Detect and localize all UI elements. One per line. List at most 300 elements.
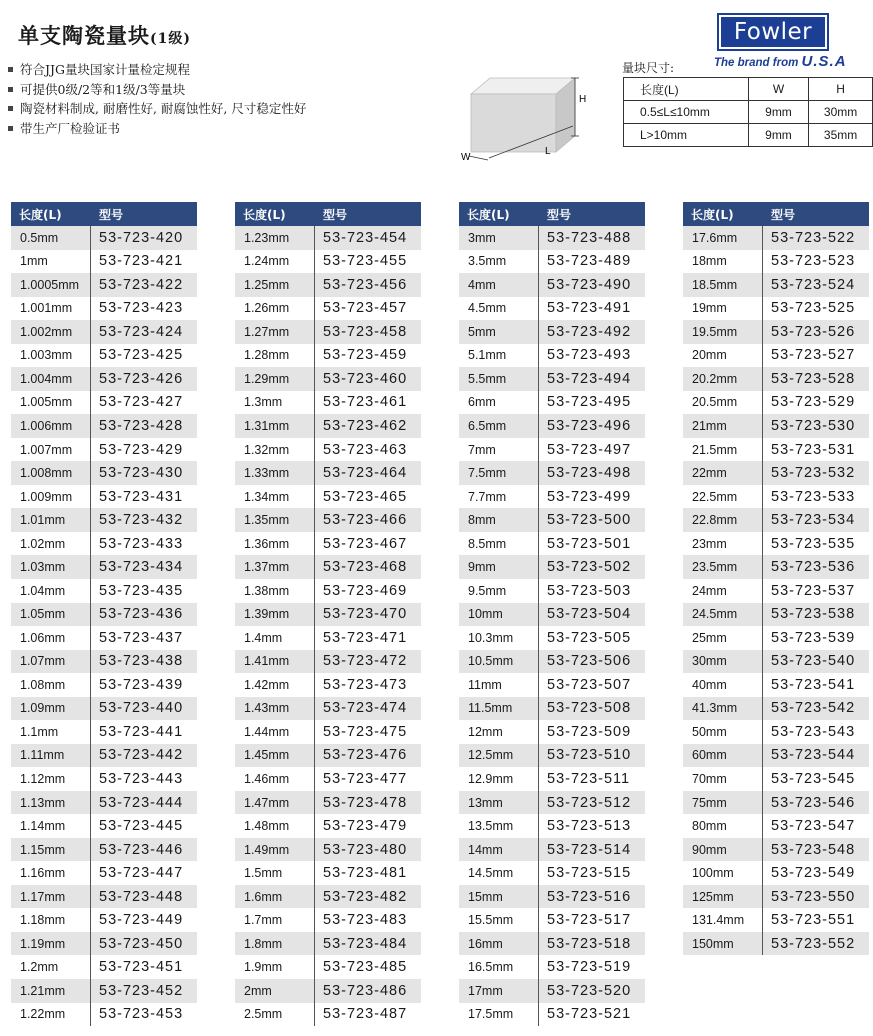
table-row [11, 555, 197, 579]
table-row [11, 791, 197, 815]
model-cell: 53-723-421 [99, 253, 184, 270]
table-row [459, 979, 645, 1003]
length-cell: 22mm [683, 461, 763, 485]
length-cell: 1.8mm [235, 932, 315, 956]
table-row [683, 508, 869, 532]
model-cell: 53-723-460 [323, 370, 408, 387]
length-cell: 1.4mm [235, 626, 315, 650]
model-cell: 53-723-480 [323, 841, 408, 858]
length-cell: 17.6mm [683, 226, 763, 250]
column-header [235, 202, 421, 226]
feature-item: 陶瓷材料制成, 耐磨性好, 耐腐蚀性好, 尺寸稳定性好 [6, 99, 306, 119]
header-model: 型号 [547, 207, 572, 222]
length-cell: 1.23mm [235, 226, 315, 250]
length-cell: 1.6mm [235, 885, 315, 909]
table-row [235, 767, 421, 791]
table-row [11, 720, 197, 744]
table-row [459, 720, 645, 744]
length-cell: 1.15mm [11, 838, 91, 862]
length-cell: 1.06mm [11, 626, 91, 650]
model-cell: 53-723-485 [323, 959, 408, 976]
length-cell: 75mm [683, 791, 763, 815]
table-row [459, 908, 645, 932]
model-cell: 53-723-422 [99, 276, 184, 293]
table-row [11, 226, 197, 250]
model-cell: 53-723-431 [99, 488, 184, 505]
length-cell: 131.4mm [683, 908, 763, 932]
table-row [459, 885, 645, 909]
table-row [459, 250, 645, 274]
table-row [235, 250, 421, 274]
length-cell: 9.5mm [459, 579, 539, 603]
table-row [459, 461, 645, 485]
table-row [235, 814, 421, 838]
table-row [235, 720, 421, 744]
table-row [683, 579, 869, 603]
table-rows [235, 226, 421, 1026]
w-label: W [461, 152, 471, 163]
length-cell: 1.32mm [235, 438, 315, 462]
table-row [459, 273, 645, 297]
model-cell: 53-723-470 [323, 606, 408, 623]
length-cell: 13.5mm [459, 814, 539, 838]
table-row [11, 767, 197, 791]
table-row [683, 885, 869, 909]
table-row [11, 508, 197, 532]
model-cell: 53-723-522 [771, 229, 856, 246]
model-cell: 53-723-474 [323, 700, 408, 717]
model-cell: 53-723-444 [99, 794, 184, 811]
model-cell: 53-723-462 [323, 418, 408, 435]
model-cell: 53-723-432 [99, 512, 184, 529]
length-cell: 100mm [683, 861, 763, 885]
model-cell: 53-723-473 [323, 676, 408, 693]
table-row [459, 555, 645, 579]
table-row [683, 344, 869, 368]
table-row [11, 979, 197, 1003]
length-cell: 18mm [683, 250, 763, 274]
table-row [235, 650, 421, 674]
dim-height: 30mm [809, 101, 873, 124]
header-length: 长度(L) [691, 207, 734, 222]
dim-width: 9mm [748, 101, 808, 124]
table-row [459, 697, 645, 721]
header-model: 型号 [771, 207, 796, 222]
model-cell: 53-723-447 [99, 865, 184, 882]
model-cell: 53-723-457 [323, 300, 408, 317]
length-cell: 19.5mm [683, 320, 763, 344]
dimensions-row [624, 124, 873, 147]
table-row [459, 438, 645, 462]
length-cell: 1.01mm [11, 508, 91, 532]
model-cell: 53-723-434 [99, 559, 184, 576]
table-row [459, 414, 645, 438]
table-row [235, 367, 421, 391]
dimensions-row [624, 101, 873, 124]
table-row [235, 297, 421, 321]
length-cell: 15mm [459, 885, 539, 909]
length-cell: 1.36mm [235, 532, 315, 556]
length-cell: 150mm [683, 932, 763, 956]
model-cell: 53-723-486 [323, 982, 408, 999]
model-cell: 53-723-536 [771, 559, 856, 576]
model-cell: 53-723-459 [323, 347, 408, 364]
table-row [683, 532, 869, 556]
model-cell: 53-723-461 [323, 394, 408, 411]
length-cell: 1.9mm [235, 955, 315, 979]
table-row [11, 861, 197, 885]
model-column-3 [459, 202, 645, 1026]
table-row [683, 555, 869, 579]
length-cell: 1.22mm [11, 1003, 91, 1027]
length-cell: 12.9mm [459, 767, 539, 791]
model-cell: 53-723-501 [547, 535, 632, 552]
model-cell: 53-723-481 [323, 865, 408, 882]
header-length: 长度(L) [243, 207, 286, 222]
length-cell: 5.1mm [459, 344, 539, 368]
length-cell: 1.16mm [11, 861, 91, 885]
table-row [11, 814, 197, 838]
table-row [11, 461, 197, 485]
header-model: 型号 [323, 207, 348, 222]
table-row [235, 885, 421, 909]
length-cell: 13mm [459, 791, 539, 815]
model-cell: 53-723-525 [771, 300, 856, 317]
table-row [11, 485, 197, 509]
table-row [459, 838, 645, 862]
table-row [683, 744, 869, 768]
model-cell: 53-723-516 [547, 888, 632, 905]
table-row [11, 885, 197, 909]
table-row [459, 367, 645, 391]
model-cell: 53-723-541 [771, 676, 856, 693]
table-row [683, 273, 869, 297]
table-row [11, 838, 197, 862]
length-cell: 21mm [683, 414, 763, 438]
length-cell: 10.3mm [459, 626, 539, 650]
length-cell: 1.34mm [235, 485, 315, 509]
table-row [11, 273, 197, 297]
model-cell: 53-723-544 [771, 747, 856, 764]
table-row [235, 979, 421, 1003]
model-cell: 53-723-476 [323, 747, 408, 764]
model-cell: 53-723-534 [771, 512, 856, 529]
model-column-4 [683, 202, 869, 955]
length-cell: 0.5mm [11, 226, 91, 250]
table-row [11, 391, 197, 415]
length-cell: 1.006mm [11, 414, 91, 438]
dim-height: 35mm [809, 124, 873, 147]
length-cell: 80mm [683, 814, 763, 838]
length-cell: 18.5mm [683, 273, 763, 297]
model-cell: 53-723-427 [99, 394, 184, 411]
length-cell: 25mm [683, 626, 763, 650]
length-cell: 1.21mm [11, 979, 91, 1003]
model-cell: 53-723-503 [547, 582, 632, 599]
length-cell: 125mm [683, 885, 763, 909]
table-row [11, 650, 197, 674]
table-row [11, 955, 197, 979]
length-cell: 1.42mm [235, 673, 315, 697]
model-cell: 53-723-526 [771, 323, 856, 340]
length-cell: 1.08mm [11, 673, 91, 697]
length-cell: 1.38mm [235, 579, 315, 603]
brand-tagline [714, 53, 847, 70]
table-row [683, 250, 869, 274]
dim-length: 0.5≤L≤10mm [624, 101, 749, 124]
dim-header-length: 长度(L) [624, 78, 749, 101]
length-cell: 1.27mm [235, 320, 315, 344]
table-row [235, 532, 421, 556]
model-cell: 53-723-458 [323, 323, 408, 340]
length-cell: 10.5mm [459, 650, 539, 674]
model-cell: 53-723-454 [323, 229, 408, 246]
model-column-1 [11, 202, 197, 1026]
table-row [11, 697, 197, 721]
model-cell: 53-723-533 [771, 488, 856, 505]
length-cell: 1.47mm [235, 791, 315, 815]
model-cell: 53-723-425 [99, 347, 184, 364]
model-cell: 53-723-437 [99, 629, 184, 646]
length-cell: 15.5mm [459, 908, 539, 932]
length-cell: 1.07mm [11, 650, 91, 674]
model-cell: 53-723-528 [771, 370, 856, 387]
table-row [11, 344, 197, 368]
table-row [459, 932, 645, 956]
model-cell: 53-723-540 [771, 653, 856, 670]
table-row [683, 438, 869, 462]
length-cell: 14mm [459, 838, 539, 862]
model-cell: 53-723-450 [99, 935, 184, 952]
table-row [459, 603, 645, 627]
model-cell: 53-723-483 [323, 912, 408, 929]
table-rows [11, 226, 197, 1026]
header-length: 长度(L) [467, 207, 510, 222]
table-row [683, 650, 869, 674]
model-cell: 53-723-517 [547, 912, 632, 929]
dim-header-w: W [748, 78, 808, 101]
length-cell: 1.19mm [11, 932, 91, 956]
table-row [683, 814, 869, 838]
table-row [459, 744, 645, 768]
length-cell: 1.41mm [235, 650, 315, 674]
model-cell: 53-723-455 [323, 253, 408, 270]
model-cell: 53-723-465 [323, 488, 408, 505]
model-cell: 53-723-494 [547, 370, 632, 387]
model-cell: 53-723-499 [547, 488, 632, 505]
model-cell: 53-723-537 [771, 582, 856, 599]
feature-item: 可提供0级/2等和1级/3等量块 [6, 80, 306, 100]
model-cell: 53-723-546 [771, 794, 856, 811]
length-cell: 2mm [235, 979, 315, 1003]
length-cell: 11mm [459, 673, 539, 697]
model-cell: 53-723-440 [99, 700, 184, 717]
l-label: L [545, 146, 551, 157]
model-cell: 53-723-492 [547, 323, 632, 340]
table-row [683, 908, 869, 932]
model-cell: 53-723-490 [547, 276, 632, 293]
feature-item: 带生产厂检验证书 [6, 119, 306, 139]
model-cell: 53-723-549 [771, 865, 856, 882]
length-cell: 5mm [459, 320, 539, 344]
table-row [683, 391, 869, 415]
model-cell: 53-723-488 [547, 229, 632, 246]
model-cell: 53-723-426 [99, 370, 184, 387]
table-row [459, 1003, 645, 1027]
length-cell: 23.5mm [683, 555, 763, 579]
table-row [683, 603, 869, 627]
table-rows [683, 226, 869, 955]
model-cell: 53-723-423 [99, 300, 184, 317]
table-row [683, 932, 869, 956]
model-cell: 53-723-453 [99, 1006, 184, 1023]
length-cell: 1.3mm [235, 391, 315, 415]
table-row [11, 414, 197, 438]
length-cell: 1.03mm [11, 555, 91, 579]
length-cell: 1.005mm [11, 391, 91, 415]
model-cell: 53-723-552 [771, 935, 856, 952]
fowler-logo: Fowler [717, 13, 829, 51]
model-cell: 53-723-511 [547, 770, 631, 787]
table-row [459, 485, 645, 509]
model-cell: 53-723-519 [547, 959, 632, 976]
table-row [11, 297, 197, 321]
model-cell: 53-723-530 [771, 418, 856, 435]
length-cell: 1.7mm [235, 908, 315, 932]
model-cell: 53-723-446 [99, 841, 184, 858]
length-cell: 60mm [683, 744, 763, 768]
table-row [459, 320, 645, 344]
table-row [235, 908, 421, 932]
table-row [235, 508, 421, 532]
length-cell: 1.007mm [11, 438, 91, 462]
title-grade: (1级) [150, 31, 191, 47]
title-text: 单支陶瓷量块 [18, 24, 150, 48]
length-cell: 20.2mm [683, 367, 763, 391]
model-cell: 53-723-508 [547, 700, 632, 717]
dimensions-table [623, 77, 873, 147]
model-cell: 53-723-532 [771, 465, 856, 482]
length-cell: 1.12mm [11, 767, 91, 791]
length-cell: 20mm [683, 344, 763, 368]
table-row [235, 673, 421, 697]
model-cell: 53-723-445 [99, 818, 184, 835]
model-cell: 53-723-456 [323, 276, 408, 293]
length-cell: 1.004mm [11, 367, 91, 391]
model-cell: 53-723-430 [99, 465, 184, 482]
length-cell: 21.5mm [683, 438, 763, 462]
table-row [459, 391, 645, 415]
length-cell: 1.13mm [11, 791, 91, 815]
model-cell: 53-723-543 [771, 723, 856, 740]
length-cell: 1.26mm [235, 297, 315, 321]
model-cell: 53-723-527 [771, 347, 856, 364]
header-model: 型号 [99, 207, 124, 222]
model-cell: 53-723-482 [323, 888, 408, 905]
table-row [11, 744, 197, 768]
table-row [11, 908, 197, 932]
table-row [11, 579, 197, 603]
model-cell: 53-723-504 [547, 606, 632, 623]
length-cell: 3mm [459, 226, 539, 250]
tagline-country: U.S.A [801, 53, 847, 70]
length-cell: 1.18mm [11, 908, 91, 932]
length-cell: 1.1mm [11, 720, 91, 744]
table-row [459, 344, 645, 368]
model-cell: 53-723-484 [323, 935, 408, 952]
length-cell: 7.7mm [459, 485, 539, 509]
table-row [235, 438, 421, 462]
model-cell: 53-723-505 [547, 629, 632, 646]
model-cell: 53-723-463 [323, 441, 408, 458]
dim-length: L>10mm [624, 124, 749, 147]
length-cell: 8.5mm [459, 532, 539, 556]
length-cell: 70mm [683, 767, 763, 791]
model-cell: 53-723-466 [323, 512, 408, 529]
length-cell: 1.001mm [11, 297, 91, 321]
table-row [235, 320, 421, 344]
column-header [683, 202, 869, 226]
column-header [11, 202, 197, 226]
table-row [235, 579, 421, 603]
model-cell: 53-723-479 [323, 818, 408, 835]
length-cell: 1.02mm [11, 532, 91, 556]
length-cell: 1.31mm [235, 414, 315, 438]
table-row [235, 226, 421, 250]
table-row [235, 838, 421, 862]
model-cell: 53-723-475 [323, 723, 408, 740]
model-cell: 53-723-477 [323, 770, 408, 787]
table-row [11, 532, 197, 556]
length-cell: 1.11mm [11, 744, 91, 768]
length-cell: 41.3mm [683, 697, 763, 721]
w-dimension-line [469, 156, 488, 160]
length-cell: 6mm [459, 391, 539, 415]
model-cell: 53-723-547 [771, 818, 856, 835]
length-cell: 1.43mm [235, 697, 315, 721]
length-cell: 23mm [683, 532, 763, 556]
table-row [11, 603, 197, 627]
length-cell: 30mm [683, 650, 763, 674]
table-row [235, 955, 421, 979]
table-row [235, 932, 421, 956]
column-header [459, 202, 645, 226]
length-cell: 24mm [683, 579, 763, 603]
table-row [235, 344, 421, 368]
model-column-2 [235, 202, 421, 1026]
model-cell: 53-723-535 [771, 535, 856, 552]
h-label: H [579, 94, 587, 105]
model-cell: 53-723-420 [99, 229, 184, 246]
model-cell: 53-723-496 [547, 418, 632, 435]
length-cell: 1.33mm [235, 461, 315, 485]
model-cell: 53-723-520 [547, 982, 632, 999]
table-row [235, 1003, 421, 1027]
length-cell: 19mm [683, 297, 763, 321]
model-cell: 53-723-512 [547, 794, 632, 811]
table-row [683, 626, 869, 650]
model-cell: 53-723-449 [99, 912, 184, 929]
table-row [235, 791, 421, 815]
model-cell: 53-723-518 [547, 935, 632, 952]
table-row [683, 720, 869, 744]
length-cell: 7.5mm [459, 461, 539, 485]
length-cell: 16mm [459, 932, 539, 956]
table-row [11, 932, 197, 956]
block-front-face [471, 94, 556, 152]
table-row [459, 673, 645, 697]
table-row [683, 367, 869, 391]
